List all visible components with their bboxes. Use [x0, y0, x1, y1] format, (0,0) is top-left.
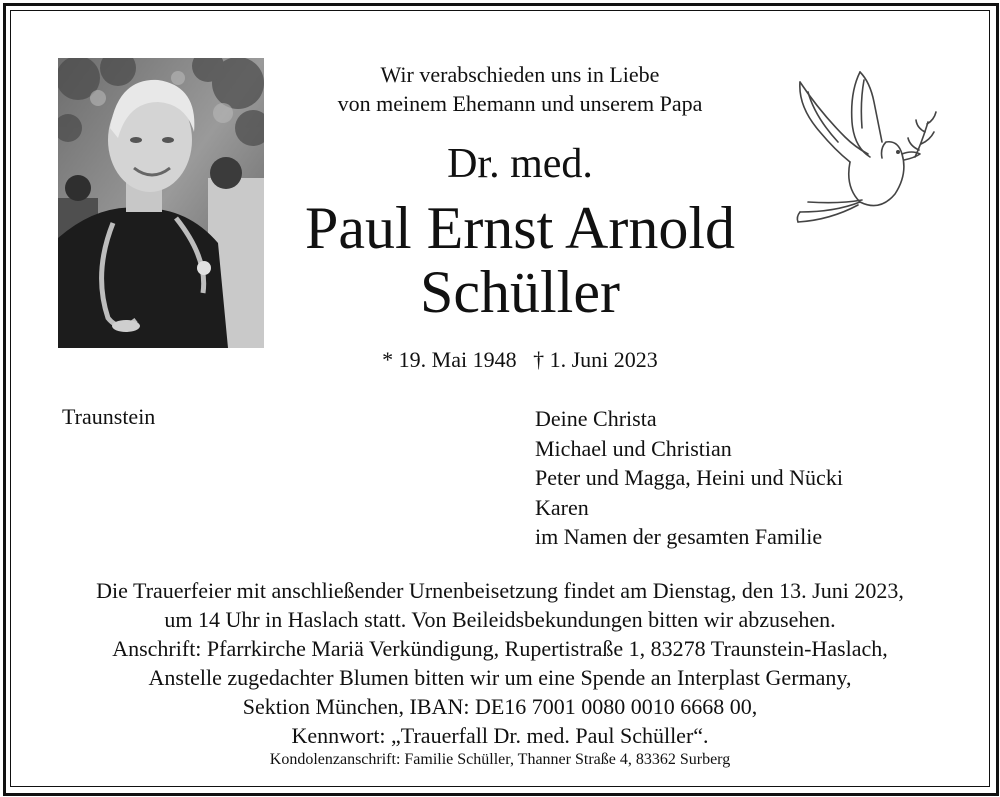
life-dates — [270, 345, 770, 375]
funeral-notice — [20, 576, 980, 750]
birth-symbol: * — [382, 347, 394, 372]
notice-line: Anschrift: Pfarrkirche Mariä Verkündigung, Rupertistraße 1, 83278 Traunstein-Haslach, — [112, 636, 888, 661]
family-list — [535, 404, 843, 552]
intro-line-2: von meinem Ehemann und unserem Papa — [337, 91, 703, 116]
portrait-photo — [58, 58, 264, 348]
family-line: im Namen der gesamten Familie — [535, 524, 823, 549]
notice-line: Anstelle zugedachter Blumen bitten wir um eine Spende an Interplast Germany, — [148, 665, 852, 690]
family-line: Michael und Christian — [535, 435, 732, 461]
birth-date: 19. Mai 1948 — [398, 347, 517, 372]
notice-line: Sektion München, IBAN: DE16 7001 0080 0010 6668 00, — [242, 694, 758, 719]
family-line: Karen — [535, 494, 589, 520]
family-line: Peter und Magga, Heini und Nücki — [535, 465, 843, 490]
portrait-illustration — [58, 58, 264, 348]
notice-line: Die Trauerfeier mit anschließender Urnenbeisetzung findet am Dienstag, den 13. Juni 2023, — [96, 578, 904, 603]
name-line-2: Schüller — [420, 259, 620, 325]
academic-title: Dr. med. — [447, 141, 593, 187]
notice-line: um 14 Uhr in Haslach statt. Von Beileidsbekundungen bitten wir abzusehen. — [164, 607, 836, 632]
intro-text — [270, 60, 770, 118]
family-line: Deine Christa — [535, 406, 657, 431]
notice-line: Kennwort: „Trauerfall Dr. med. Paul Schüller“. — [291, 723, 709, 748]
death-symbol: † — [533, 347, 545, 372]
name-line-1: Paul Ernst Arnold — [305, 195, 735, 261]
condolence-address: Kondolenzanschrift: Familie Schüller, Thanner Straße 4, 83362 Surberg — [269, 751, 731, 768]
dove-icon — [790, 62, 940, 232]
death-date: 1. Juni 2023 — [549, 347, 658, 372]
place-name: Traunstein — [62, 404, 156, 429]
intro-line-1: Wir verabschieden uns in Liebe — [380, 62, 660, 87]
